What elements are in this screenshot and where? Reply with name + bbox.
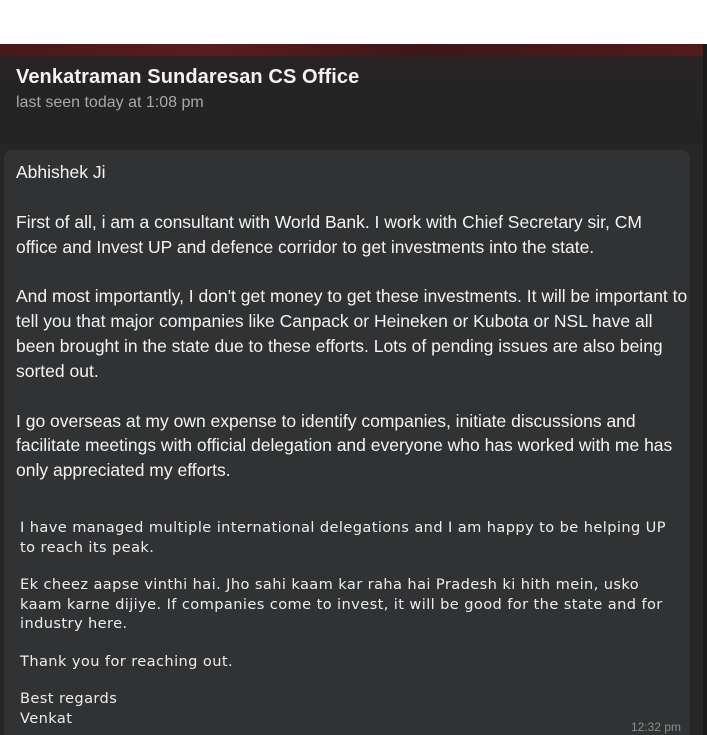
message-paragraph: First of all, i am a consultant with World Bank. I work with Chief Secretary sir, CM office and Invest UP and defence corridor to get investments into the state. xyxy=(16,211,642,257)
chat-window xyxy=(0,44,707,735)
contact-name[interactable]: Venkatraman Sundaresan CS Office xyxy=(16,66,360,88)
message-paragraph: And most importantly, I don't get money to get these investments. It will be important to tell you that major companies like Canpack or Heineken or Kubota or NSL have all been brought in the state due to these efforts. Lots of pending issues are also being sorted out. xyxy=(16,286,688,381)
message-timestamp: 12:32 pm xyxy=(630,720,681,734)
message-text-lower xyxy=(20,518,680,728)
last-seen-status: last seen today at 1:08 pm xyxy=(16,94,204,111)
message-text-upper xyxy=(16,160,688,508)
message-paragraph: Ek cheez aapse vinthi hai. Jho sahi kaam kar raha hai Pradesh ki hith mein, usko kaam karne dijiye. If companies come to invest, it will be good for the state and for industry here. xyxy=(20,576,663,632)
signoff: Best regards xyxy=(20,690,118,707)
message-paragraph: Thank you for reaching out. xyxy=(20,652,234,670)
chat-header[interactable] xyxy=(0,44,707,144)
message-paragraph: I go overseas at my own expense to identify companies, initiate discussions and facilitate meetings with official delegation and everyone who has worked with me has only appreciated my efforts. xyxy=(16,410,673,481)
signature: Venkat xyxy=(20,709,73,727)
message-paragraph: Abhishek Ji xyxy=(16,162,106,182)
message-paragraph: I have managed multiple international delegations and I am happy to be helping UP to reach its peak. xyxy=(20,519,666,556)
window-edge xyxy=(703,44,707,735)
